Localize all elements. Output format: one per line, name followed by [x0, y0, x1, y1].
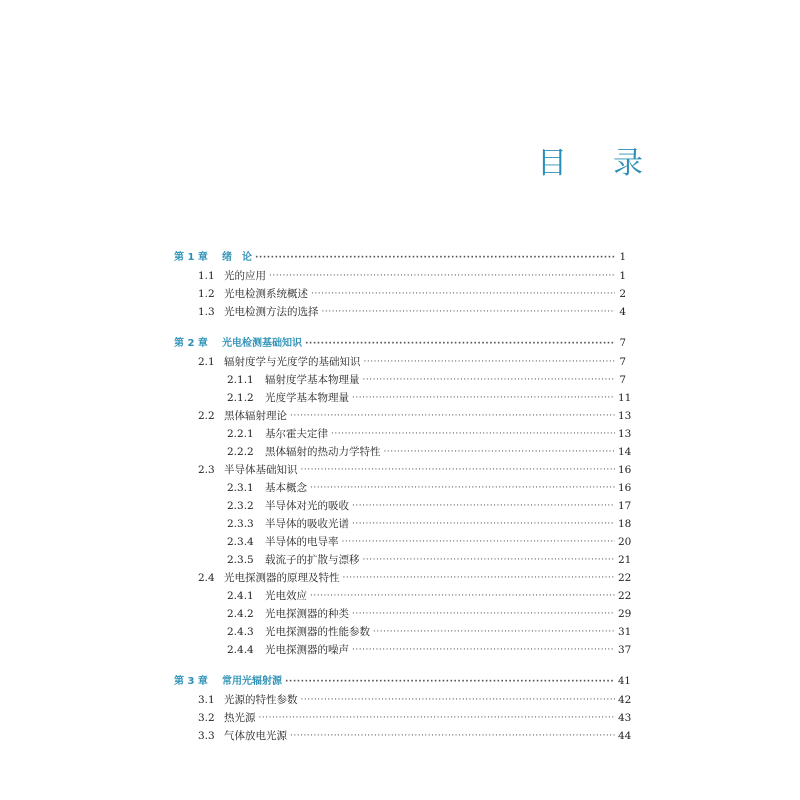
toc-entry-title: 黑体辐射理论	[224, 410, 287, 422]
toc-subsection-entry[interactable]	[0, 533, 800, 551]
toc-entry-number: 2.2.2	[227, 446, 254, 458]
leader-dots	[363, 371, 616, 389]
toc-page-number: 1	[619, 252, 626, 263]
toc-page-number: 13	[618, 428, 632, 440]
toc-entry-title: 常用光辐射源	[222, 676, 282, 687]
toc-section-entry[interactable]	[0, 727, 800, 745]
leader-dots	[342, 533, 616, 551]
toc-page-number: 29	[618, 608, 632, 620]
toc-entry-number: 2.3.5	[227, 554, 254, 566]
toc-entry-title: 光电检测系统概述	[224, 288, 308, 300]
toc-entry-number: 2.1	[198, 356, 215, 368]
toc-entry-number: 3.1	[198, 694, 215, 706]
toc-page-number: 22	[618, 590, 632, 602]
toc-entry-title: 光源的特性参数	[224, 694, 298, 706]
toc-page-number: 7	[619, 374, 626, 386]
toc-entry-number: 2.1.2	[227, 392, 254, 404]
toc-entry-number: 2.4.1	[227, 590, 254, 602]
toc-page-number: 7	[619, 356, 626, 368]
toc-page-number: 2	[619, 288, 626, 300]
toc-entry-number: 第 1 章	[174, 252, 208, 263]
toc-page-number: 18	[618, 518, 632, 530]
toc-entry-number: 2.3	[198, 464, 215, 476]
leader-dots	[269, 267, 615, 285]
toc-page-number: 14	[618, 446, 632, 458]
toc-entry-number: 2.3.1	[227, 482, 254, 494]
toc-page-number: 22	[618, 572, 632, 584]
toc-page-number: 44	[618, 730, 632, 742]
toc-entry-title: 基本概念	[265, 482, 307, 494]
toc-entry-number: 2.4.2	[227, 608, 254, 620]
leader-dots	[352, 641, 615, 659]
toc-entry-number: 1.2	[198, 288, 215, 300]
leader-dots	[290, 727, 615, 745]
leader-dots	[301, 461, 616, 479]
toc-subsection-entry[interactable]	[0, 497, 800, 515]
toc-section-entry[interactable]	[0, 407, 800, 425]
toc-entry-title: 光电探测器的原理及特性	[224, 572, 340, 584]
leader-dots	[301, 691, 616, 709]
leader-dots	[352, 515, 615, 533]
leader-dots	[305, 335, 615, 353]
toc-chapter-entry[interactable]	[0, 335, 800, 353]
leader-dots	[331, 425, 615, 443]
toc-page-number: 31	[618, 626, 632, 638]
toc-entry-number: 3.2	[198, 712, 215, 724]
toc-entry-number: 2.3.2	[227, 500, 254, 512]
toc-subsection-entry[interactable]	[0, 551, 800, 569]
leader-dots	[290, 407, 615, 425]
toc-section-entry[interactable]	[0, 267, 800, 285]
leader-dots	[322, 303, 616, 321]
toc-page-number: 16	[618, 482, 632, 494]
toc-page-number: 41	[618, 676, 631, 687]
toc-entry-title: 气体放电光源	[224, 730, 287, 742]
leader-dots	[311, 285, 615, 303]
toc-entry-number: 2.3.4	[227, 536, 254, 548]
leader-dots	[352, 497, 615, 515]
toc-section-entry[interactable]	[0, 709, 800, 727]
toc-entry-title: 光电检测基础知识	[222, 338, 302, 349]
toc-page-number: 42	[618, 694, 632, 706]
toc-page-number: 4	[619, 306, 626, 318]
toc-entry-title: 载流子的扩散与漂移	[265, 554, 360, 566]
toc-entry-title: 光电探测器的种类	[265, 608, 349, 620]
toc-entry-number: 1.1	[198, 270, 215, 282]
toc-entry-title: 绪 论	[222, 252, 252, 263]
toc-entry-title: 光电探测器的性能参数	[265, 626, 370, 638]
toc-subsection-entry[interactable]	[0, 425, 800, 443]
leader-dots	[310, 587, 615, 605]
toc-subsection-entry[interactable]	[0, 605, 800, 623]
leader-dots	[384, 443, 616, 461]
leader-dots	[255, 249, 615, 267]
toc-page-number: 11	[618, 392, 632, 404]
toc-entry-number: 2.4.4	[227, 644, 254, 656]
toc-entry-title: 黑体辐射的热动力学特性	[265, 446, 381, 458]
toc-entry-title: 基尔霍夫定律	[265, 428, 328, 440]
toc-entry-title: 半导体的吸收光谱	[265, 518, 349, 530]
toc-page-number: 37	[618, 644, 632, 656]
leader-dots	[352, 605, 615, 623]
leader-dots	[373, 623, 615, 641]
toc-entry-title: 半导体的电导率	[265, 536, 339, 548]
toc-section-entry[interactable]	[0, 569, 800, 587]
section-gap	[0, 321, 800, 335]
toc-page-number: 7	[619, 338, 626, 349]
title-char-2: 录	[613, 146, 643, 181]
toc-entry-title: 半导体对光的吸收	[265, 500, 349, 512]
toc-entry-title: 光的应用	[224, 270, 266, 282]
title-char-1: 目	[537, 146, 567, 181]
toc-entry-number: 1.3	[198, 306, 215, 318]
toc-subsection-entry[interactable]	[0, 623, 800, 641]
section-gap	[0, 659, 800, 673]
toc-subsection-entry[interactable]	[0, 371, 800, 389]
toc-entry-number: 第 3 章	[174, 676, 208, 687]
toc-chapter-entry[interactable]	[0, 249, 800, 267]
toc-section-entry[interactable]	[0, 691, 800, 709]
toc-entry-number: 2.2.1	[227, 428, 254, 440]
toc-page-number: 43	[618, 712, 632, 724]
toc-entry-number: 2.1.1	[227, 374, 254, 386]
toc-page-number: 17	[618, 500, 632, 512]
toc-entry-title: 辐射度学与光度学的基础知识	[224, 356, 361, 368]
leader-dots	[364, 353, 616, 371]
toc-section-entry[interactable]	[0, 353, 800, 371]
toc-entry-number: 第 2 章	[174, 338, 208, 349]
toc-subsection-entry[interactable]	[0, 587, 800, 605]
table-of-contents	[0, 249, 800, 745]
toc-entry-title: 光度学基本物理量	[265, 392, 349, 404]
toc-entry-number: 3.3	[198, 730, 215, 742]
leader-dots	[259, 709, 616, 727]
toc-entry-title: 光电探测器的噪声	[265, 644, 349, 656]
leader-dots	[363, 551, 616, 569]
leader-dots	[310, 479, 615, 497]
toc-page-number: 16	[618, 464, 632, 476]
toc-page-number: 13	[618, 410, 632, 422]
toc-entry-title: 辐射度学基本物理量	[265, 374, 360, 386]
toc-subsection-entry[interactable]	[0, 641, 800, 659]
toc-section-entry[interactable]	[0, 285, 800, 303]
toc-entry-title: 热光源	[224, 712, 256, 724]
toc-subsection-entry[interactable]	[0, 443, 800, 461]
page-title	[537, 138, 643, 182]
toc-section-entry[interactable]	[0, 461, 800, 479]
toc-entry-title: 光电效应	[265, 590, 307, 602]
toc-page-number: 20	[618, 536, 632, 548]
toc-subsection-entry[interactable]	[0, 389, 800, 407]
toc-entry-title: 半导体基础知识	[224, 464, 298, 476]
toc-entry-number: 2.2	[198, 410, 215, 422]
leader-dots	[285, 673, 615, 691]
toc-chapter-entry[interactable]	[0, 673, 800, 691]
toc-page-number: 21	[618, 554, 632, 566]
toc-entry-number: 2.4.3	[227, 626, 254, 638]
toc-subsection-entry[interactable]	[0, 479, 800, 497]
leader-dots	[343, 569, 616, 587]
toc-entry-number: 2.3.3	[227, 518, 254, 530]
toc-section-entry[interactable]	[0, 303, 800, 321]
toc-subsection-entry[interactable]	[0, 515, 800, 533]
leader-dots	[352, 389, 615, 407]
toc-entry-number: 2.4	[198, 572, 215, 584]
toc-page-number: 1	[619, 270, 626, 282]
toc-entry-title: 光电检测方法的选择	[224, 306, 319, 318]
